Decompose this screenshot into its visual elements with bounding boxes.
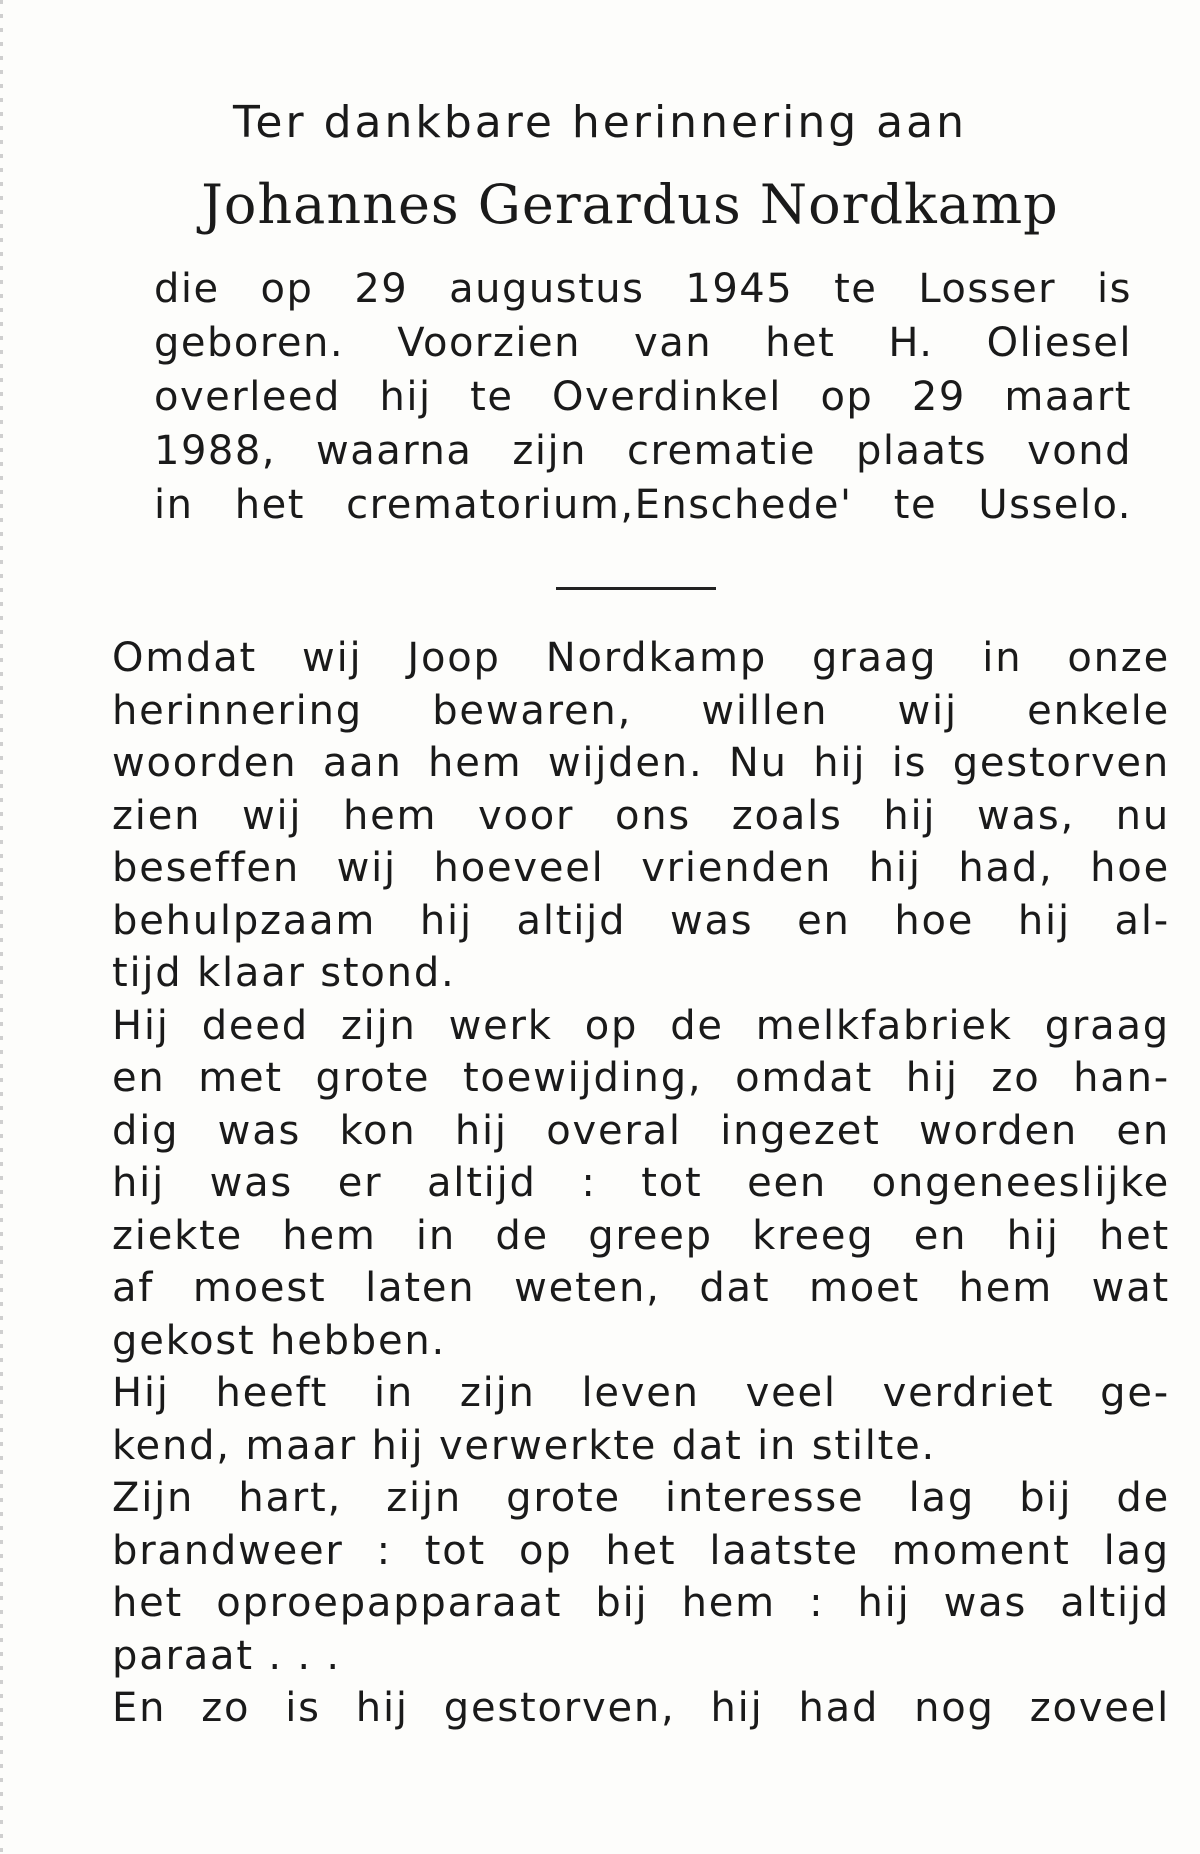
tribute-line: brandweer : tot op het laatste moment lag [112,1527,1170,1574]
tribute-line: kend, maar hij verwerkte dat in stilte. [112,1422,937,1469]
tribute-line: woorden aan hem wijden. Nu hij is gestorven [112,740,1170,786]
tribute-line: tijd klaar stond. [112,950,456,996]
tribute-line: Omdat wij Joop Nordkamp graag in onze [112,635,1170,681]
tribute-line: ziekte hem in de greep kreeg en hij het [112,1212,1170,1259]
intro-text: Ter dankbare herinnering aan [233,97,967,148]
bio-line: geboren. Voorzien van het H. Oliesel [154,320,1132,366]
biography-paragraph [154,262,1132,532]
tribute-line: dig was kon hij overal ingezet worden en [112,1107,1170,1154]
bio-line: 1988, waarna zijn crematie plaats vond [154,428,1132,474]
tribute-line: af moest laten weten, dat moet hem wat [112,1265,1170,1311]
tribute-line: Zijn hart, zijn grote interesse lag bij de [112,1475,1170,1521]
tribute-line: En zo is hij gestorven, hij had nog zoveel [112,1685,1170,1731]
bio-line: die op 29 augustus 1945 te Losser is [154,266,1132,312]
tribute-paragraph [112,632,1170,1735]
tribute-line: paraat . . . [112,1632,341,1679]
tribute-line: hij was er altijd : tot een ongeneeslijke [112,1160,1170,1206]
tribute-line: en met grote toewijding, omdat hij zo han- [112,1055,1170,1101]
tribute-line: herinnering bewaren, willen wij enkele [112,687,1170,734]
bio-line: in het crematorium,Enschede' te Usselo. [154,482,1132,528]
tribute-line: Hij heeft in zijn leven veel verdriet ge- [112,1370,1170,1416]
deceased-name: Johannes Gerardus Nordkamp [201,173,1059,236]
card-edge [0,0,3,1854]
tribute-line: behulpzaam hij altijd was en hoe hij al- [112,897,1170,944]
tribute-line: gekost hebben. [112,1317,447,1364]
section-divider [556,587,716,590]
bio-line: overleed hij te Overdinkel op 29 maart [154,374,1132,420]
tribute-line: Hij deed zijn werk op de melkfabriek graag [112,1002,1170,1049]
tribute-line: zien wij hem voor ons zoals hij was, nu [112,792,1170,839]
tribute-line: beseffen wij hoeveel vrienden hij had, hoe [112,845,1170,891]
tribute-line: het oproepapparaat bij hem : hij was altijd [112,1580,1170,1626]
